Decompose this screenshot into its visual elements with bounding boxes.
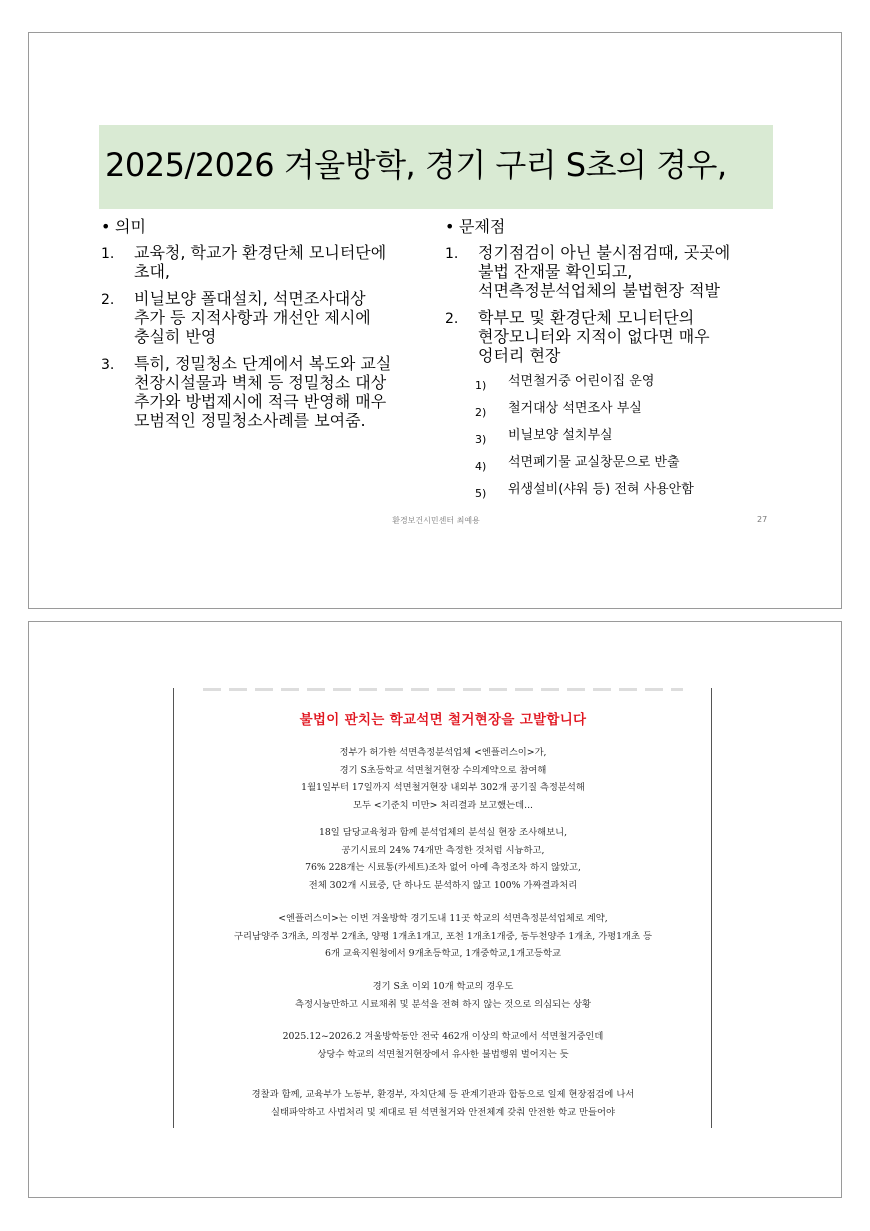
meaning-list <box>101 243 431 430</box>
slide-footer: 환경보건시민센터 최예용 <box>392 516 480 525</box>
press-release-paragraph <box>173 744 713 814</box>
item-line: 비닐보양 폴대설치, 석면조사대상 <box>134 289 366 308</box>
paragraph-line: 정부가 허가한 석면측정분석업체 <엔플러스이>가, <box>339 747 547 758</box>
item-text <box>478 308 785 365</box>
paragraph-line: 실태파악하고 사법처리 및 제대로 된 석면철거와 안전체계 갖춰 안전한 학교 만들어야 <box>271 1106 615 1118</box>
paragraph-line: 2025.12~2026.2 겨울방학동안 전국 462개 이상의 학교에서 석면철거중인데 <box>282 1031 604 1042</box>
problems-list <box>445 243 785 365</box>
subitem-number: 1) <box>475 379 487 392</box>
meaning-column <box>101 217 431 438</box>
subitem-number: 3) <box>475 433 487 446</box>
problem-subitem <box>475 481 785 503</box>
meaning-heading-text: 의미 <box>115 217 146 236</box>
page-number: 27 <box>757 515 768 524</box>
item-number: 1. <box>445 246 459 262</box>
paragraph-line: 모두 <기준치 미만> 처리결과 보고했는데... <box>353 799 533 811</box>
image-top-strip <box>203 688 683 691</box>
item-line: 현장모니터와 지적이 없다면 매우 <box>478 327 710 346</box>
item-line: 석면측정분석업체의 불법현장 적발 <box>478 281 721 300</box>
paragraph-line: 전체 302개 시료중, 단 하나도 분석하지 않고 100% 가짜결과처리 <box>308 879 578 891</box>
problem-subitem <box>475 400 785 422</box>
press-release-paragraph <box>173 1086 713 1121</box>
meaning-heading <box>101 217 431 236</box>
press-release-paragraph <box>173 824 713 894</box>
subitem-text: 석면철거중 어린이집 운영 <box>508 374 655 389</box>
title-band <box>99 125 773 209</box>
press-release-title: 불법이 판치는 학교석면 철거현장을 고발합니다 <box>299 712 587 728</box>
problem-subitem <box>475 373 785 395</box>
paragraph-line: 구리남양주 3개초, 의정부 2개초, 양평 1개초1개고, 포천 1개초1개중, 동두천양주 1개초, 가평1개초 등 <box>234 930 652 942</box>
subitem-text: 비닐보양 설치부실 <box>508 428 613 443</box>
item-number: 1. <box>101 246 115 262</box>
item-line: 교육청, 학교가 환경단체 모니터단에 <box>134 243 387 262</box>
problems-column <box>445 217 785 508</box>
item-number: 3. <box>101 357 115 373</box>
subitem-text: 석면폐기물 교실창문으로 반출 <box>508 455 680 470</box>
item-line: 엉터리 현장 <box>478 346 561 365</box>
paragraph-line: 공기시료의 24% 74개만 측정한 것처럼 시늉하고, <box>341 844 545 856</box>
item-number: 2. <box>445 311 459 327</box>
item-line: 천장시설물과 벽체 등 정밀청소 대상 <box>134 373 387 392</box>
item-text <box>134 289 431 346</box>
paragraph-line: 상당수 학교의 석면철거현장에서 유사한 불법행위 벌어지는 듯 <box>317 1048 569 1060</box>
paragraph-line: 6개 교육지원청에서 9개초등학교, 1개중학교,1개고등학교 <box>324 948 561 959</box>
press-release-paragraph <box>173 1028 713 1063</box>
meaning-item <box>101 243 431 281</box>
paragraph-line: 18일 담당교육청과 함께 분석업체의 분석실 현장 조사해보니, <box>318 827 568 838</box>
item-line: 추가와 방법제시에 적극 반영해 매우 <box>134 392 387 411</box>
problems-heading <box>445 217 785 236</box>
item-line: 정기점검이 아닌 불시점검때, 곳곳에 <box>478 243 731 262</box>
paragraph-line: 76% 228개는 시료통(카세트)조차 없어 아예 측정조차 하지 않았고, <box>305 862 581 873</box>
item-line: 충실히 반영 <box>134 327 217 346</box>
item-text <box>134 354 431 430</box>
paragraph-line: 경찰과 함께, 교육부가 노동부, 환경부, 자치단체 등 관계기관과 합동으로 일제 현장점검에 나서 <box>251 1089 635 1100</box>
paragraph-line: 1월1일부터 17일까지 석면철거현장 내외부 302개 공기질 측정분석해 <box>301 782 585 793</box>
paragraph-line: <엔플러스이>는 이번 겨울방학 경기도내 11곳 학교의 석면측정분석업체로 계약, <box>278 913 608 924</box>
subitem-number: 2) <box>475 406 487 419</box>
problem-subitem <box>475 454 785 476</box>
problem-item <box>445 243 785 300</box>
item-number: 2. <box>101 292 115 308</box>
meaning-item <box>101 354 431 430</box>
subitem-number: 5) <box>475 487 487 500</box>
press-release-paragraph <box>173 978 713 1013</box>
item-line: 학부모 및 환경단체 모니터단의 <box>478 308 695 327</box>
item-text <box>134 243 431 281</box>
item-text <box>478 243 785 300</box>
paragraph-line: 경기 S초등학교 석면철거현장 수의계약으로 참여해 <box>339 764 547 776</box>
slide-title: 2025/2026 겨울방학, 경기 구리 S초의 경우, <box>105 146 727 184</box>
problems-sublist <box>445 373 785 503</box>
item-line: 추가 등 지적사항과 개선안 제시에 <box>134 308 371 327</box>
item-line: 불법 잔재물 확인되고, <box>478 262 633 281</box>
subitem-number: 4) <box>475 460 487 473</box>
press-release-image <box>173 688 713 1130</box>
problems-heading-text: 문제점 <box>459 217 506 236</box>
paragraph-line: 경기 S초 이외 10개 학교의 경우도 <box>372 981 514 992</box>
subitem-text: 위생설비(샤워 등) 전혀 사용안함 <box>508 482 694 497</box>
subitem-text: 철거대상 석면조사 부실 <box>508 401 642 416</box>
bullet-icon: • <box>445 217 455 236</box>
paragraph-line: 측정시늉만하고 시료채취 및 분석을 전혀 하지 않는 것으로 의심되는 상황 <box>294 998 592 1010</box>
press-release-paragraph <box>173 910 713 963</box>
item-line: 모범적인 정밀청소사례를 보여줌. <box>134 411 366 430</box>
slide-28 <box>28 621 842 1198</box>
problem-item <box>445 308 785 365</box>
item-line: 초대, <box>134 262 170 281</box>
bullet-icon: • <box>101 217 111 236</box>
problem-subitem <box>475 427 785 449</box>
meaning-item <box>101 289 431 346</box>
slide-27 <box>28 32 842 609</box>
item-line: 특히, 정밀청소 단계에서 복도와 교실 <box>134 354 392 373</box>
